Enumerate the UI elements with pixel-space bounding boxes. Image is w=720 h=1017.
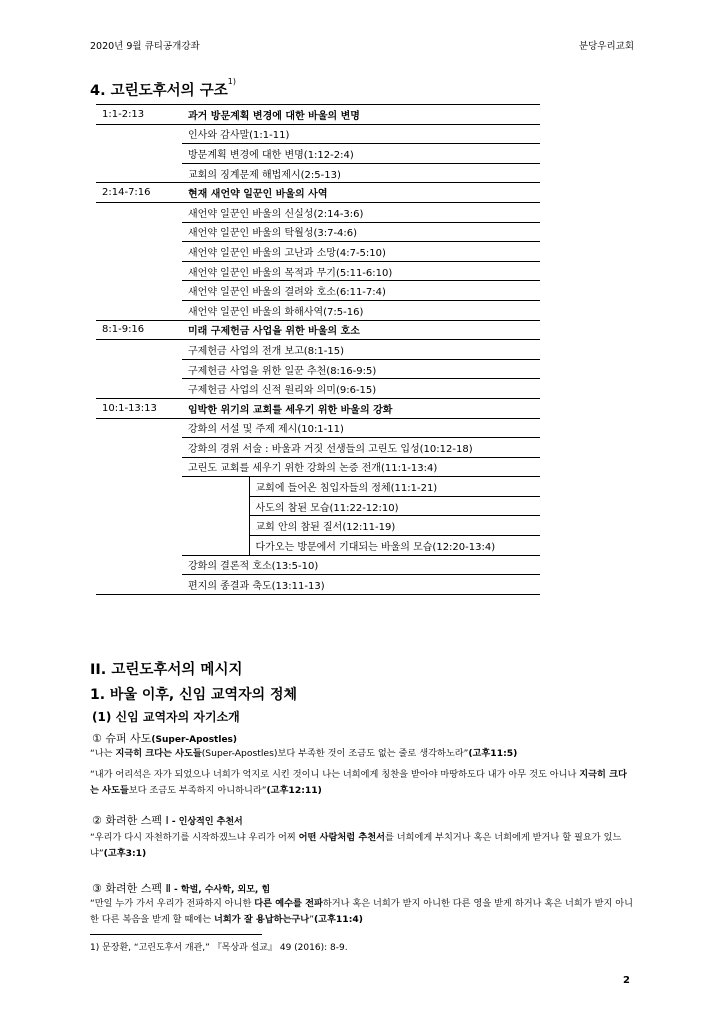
subsubsection-title: (1) 신임 교역자의 자기소개 (92, 710, 240, 724)
item-cell: 구제헌금 사업을 위한 일꾼 추천(8:16-9:5) (182, 359, 540, 379)
footnote-ref: 1) (227, 77, 236, 86)
item-cell: 편지의 종결과 축도(13:11-13) (182, 575, 540, 595)
table-row (96, 320, 540, 340)
table-row (96, 496, 540, 516)
subitem-cell: 다가오는 방문에서 기대되는 바울의 모습(12:20-13:4) (249, 536, 540, 556)
table-row (96, 183, 540, 203)
item-cell: 새언약 일꾼인 바울의 고난과 소망(4:7-5:10) (182, 242, 540, 262)
subitem-cell: 교회 안의 참된 질서(12:11-19) (249, 516, 540, 536)
footnote-divider (90, 934, 262, 935)
table-row (96, 144, 540, 164)
table-row (96, 242, 540, 262)
table-row (96, 359, 540, 379)
range-cell: 8:1-9:16 (96, 320, 182, 340)
item-cell: 고린도 교회를 세우기 위한 강화의 논증 전개(11:1-13:4) (182, 457, 540, 477)
page-number: 2 (623, 975, 630, 986)
table-row (96, 379, 540, 399)
item-cell: 새언약 일꾼인 바울의 목적과 무기(5:11-6:10) (182, 261, 540, 281)
item-cell: 구제헌금 사업의 신적 원리와 의미(9:6-15) (182, 379, 540, 399)
table-row (96, 477, 540, 497)
range-cell: 2:14-7:16 (96, 183, 182, 203)
table-row (96, 340, 540, 360)
range-cell: 10:1-13:13 (96, 398, 182, 418)
table-row (96, 124, 540, 144)
table-row (96, 575, 540, 595)
item-cell: 구제헌금 사업의 전개 보고(8:1-15) (182, 340, 540, 360)
group-title: 미래 구제헌금 사업을 위한 바울의 호소 (182, 320, 540, 340)
item-cell: 새언약 일꾼인 바울의 결려와 호소(6:11-7:4) (182, 281, 540, 301)
table-row (96, 281, 540, 301)
item-cell: 새언약 일꾼인 바울의 신실성(2:14-3:6) (182, 202, 540, 222)
header-right: 분당우리교회 (578, 41, 634, 52)
group-title: 현재 새언약 일꾼인 바울의 사역 (182, 183, 540, 203)
section-title-structure: 4. 고린도후서의 구조$^{1)}$ (90, 77, 236, 99)
part2-title: II. 고린도후서의 메시지 (90, 662, 243, 678)
table-row (96, 516, 540, 536)
quote-3: “우리가 다시 자천하기를 시작하겠느냐 우리가 어찌 어떤 사람처럼 추천서를 너희에게 부치거나 혹은 너희에게 받거나 할 필요가 있느냐”(고후3:1) (90, 832, 622, 859)
table-row (96, 261, 540, 281)
footnote: 1) 문장환, “고린도후서 개관,” 『목상과 설교』 49 (2016): 8-9. (90, 943, 348, 953)
item-cell: 인사와 감사말(1:1-11) (182, 124, 540, 144)
table-row (96, 222, 540, 242)
item3-heading: ③ 화려한 스펙 Ⅱ - 학벌, 수사학, 외모, 힘 (92, 882, 271, 895)
structure-table (96, 104, 540, 595)
table-row (96, 418, 540, 438)
table-row (96, 163, 540, 183)
item2-heading: ② 화려한 스펙 Ⅰ - 인상적인 추천서 (92, 814, 243, 827)
item-cell: 방문계획 변경에 대한 변명(1:12-2:4) (182, 144, 540, 164)
table-row (96, 105, 540, 125)
item-cell: 새언약 일꾼인 바울의 탁월성(3:7-4:6) (182, 222, 540, 242)
quote-2: “내가 어리석은 자가 되었으나 너희가 억지로 시킨 것이니 나는 너희에게 칭찬을 받아야 마땅하도다 내가 아무 것도 아니나 지극히 크다는 사도들보다 조금도 부족하지 아니하니라”(고후12:11) (90, 769, 627, 796)
subitem-cell: 교회에 들어온 침입자들의 정체(11:1-21) (249, 477, 540, 497)
table-row (96, 438, 540, 458)
item-cell: 강화의 서설 및 주제 제시(10:1-11) (182, 418, 540, 438)
group-title: 과거 방문계획 변경에 대한 바울의 변명 (182, 105, 540, 125)
item-cell: 강화의 결론적 호소(13:5-10) (182, 555, 540, 575)
group-title: 임박한 위기의 교회를 세우기 위한 바울의 강화 (182, 398, 540, 418)
table-row (96, 398, 540, 418)
subsection-title: 1. 바울 이후, 신임 교역자의 정체 (90, 687, 298, 703)
item-cell: 교회의 징계문제 해법제시(2:5-13) (182, 163, 540, 183)
item1-heading: ① 슈퍼 사도(Super-Apostles) (92, 732, 238, 745)
range-cell: 1:1-2:13 (96, 105, 182, 125)
header-left: 2020년 9월 큐티공개강좌 (90, 41, 200, 52)
subitem-cell: 사도의 참된 모습(11:22-12:10) (249, 496, 540, 516)
table-row (96, 457, 540, 477)
table-row (96, 300, 540, 320)
quote-4: “만일 누가 가서 우리가 전파하지 아니한 다른 예수를 전파하거나 혹은 너희가 받지 아니한 다른 영을 받게 하거나 혹은 너희가 받지 아니한 다른 복음을 받게 할 때에는 너희가 잘 용납하는구나”(고후11:4) (90, 898, 634, 925)
item-cell: 새언약 일꾼인 바울의 화해사역(7:5-16) (182, 300, 540, 320)
quote-1: “나는 지극히 크다는 사도들(Super-Apostles)보다 부족한 것이 조금도 없는 줄로 생각하노라”(고후11:5) (90, 748, 518, 759)
item-cell: 강화의 경위 서술 : 바울과 거짓 선생들의 고린도 입성(10:12-18) (182, 438, 540, 458)
table-row (96, 536, 540, 556)
table-row (96, 202, 540, 222)
table-row (96, 555, 540, 575)
